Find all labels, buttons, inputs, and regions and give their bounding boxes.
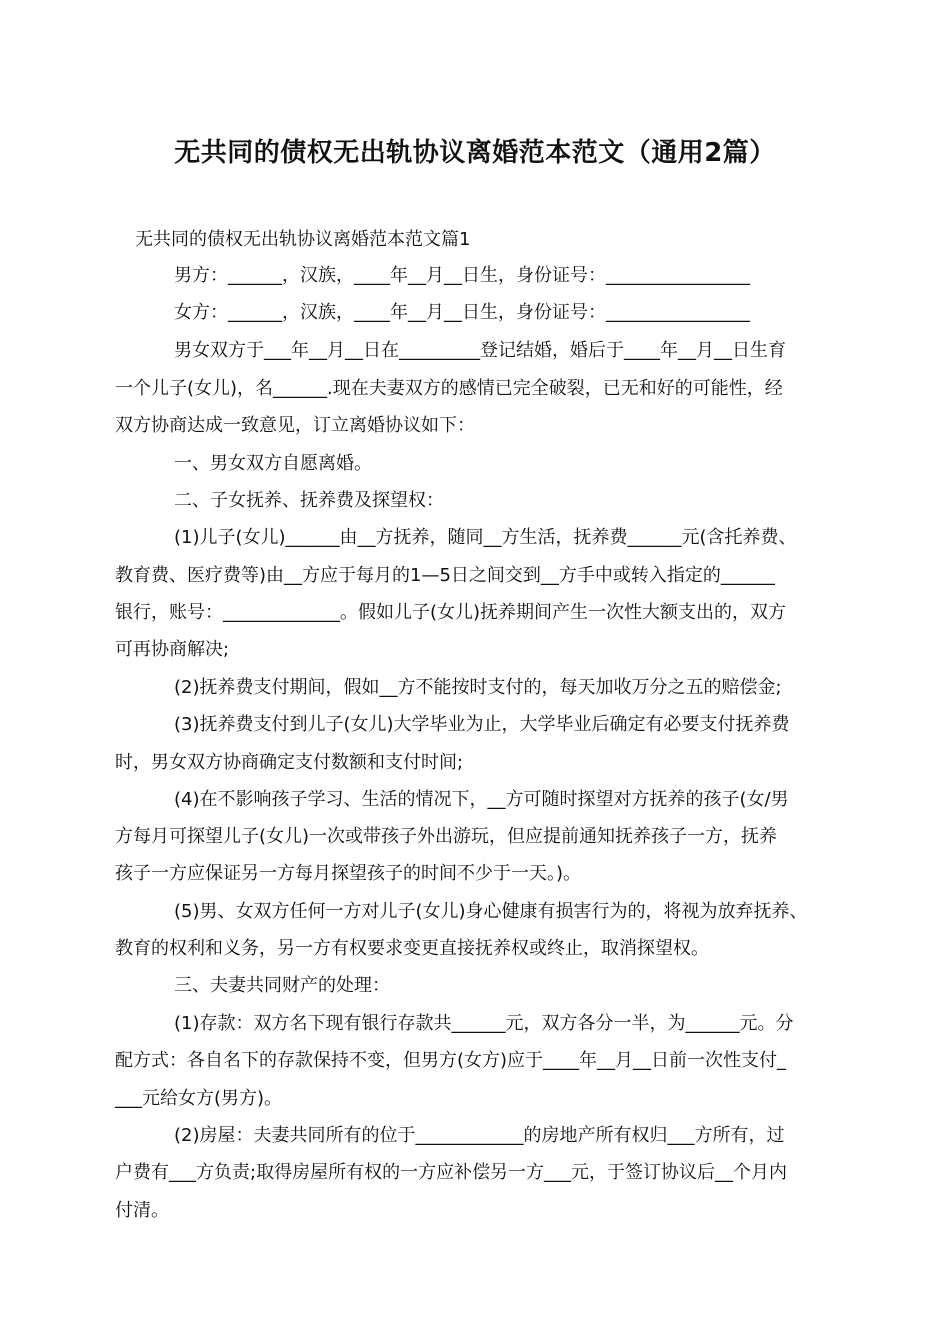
paragraph-line: (5)男、女双方任何一方对儿子(女儿)身心健康有损害行为的，将视为放弃抚养、 — [174, 901, 808, 922]
paragraph-line: 三、夫妻共同财产的处理： — [174, 975, 390, 996]
paragraph-line: 男女双方于___年__月__日在_________登记结婚，婚后于____年__月__日生育 — [174, 340, 786, 361]
paragraph-line: 配方式：各自名下的存款保持不变，但男方(女方)应于____年__月__日前一次性支付_ — [115, 1050, 787, 1071]
paragraph-line: (2)房屋：夫妻共同所有的位于____________的房地产所有权归___方所有，过 — [174, 1125, 785, 1146]
paragraph-line: (1)存款：双方名下现有银行存款共______元，双方各分一半，为______元。分 — [174, 1013, 794, 1034]
paragraph-line: ___元给女方(男方)。 — [115, 1088, 283, 1109]
paragraph-line: 一、男女双方自愿离婚。 — [174, 453, 372, 474]
paragraph-line: 时，男女双方协商确定支付数额和支付时间; — [115, 752, 464, 773]
paragraph-line: 双方协商达成一致意见，订立离婚协议如下： — [115, 415, 475, 436]
paragraph-line: (3)抚养费支付到儿子(女儿)大学毕业为止，大学毕业后确定有必要支付抚养费 — [174, 714, 790, 735]
paragraph-line: (4)在不影响孩子学习、生活的情况下，__方可随时探望对方抚养的孩子(女/男 — [174, 789, 789, 810]
paragraph-line: 可再协商解决; — [115, 639, 230, 660]
paragraph-line: 教育费、医疗费等)由__方应于每月的1—5日之间交到__方手中或转入指定的______ — [115, 565, 775, 586]
paragraph-line: 方每月可探望儿子(女儿)一次或带孩子外出游玩，但应提前通知抚养孩子一方，抚养 — [115, 826, 778, 847]
document-title: 无共同的债权无出轨协议离婚范本范文（通用2篇） — [174, 138, 776, 168]
paragraph-line: 户费有___方负责;取得房屋所有权的一方应补偿另一方___元，于签订协议后__个月内 — [115, 1162, 788, 1183]
paragraph-line: (1)儿子(女儿)______由__方抚养，随同__方生活，抚养费______元(含托养费、 — [174, 527, 797, 548]
paragraph-line: (2)抚养费支付期间，假如__方不能按时支付的，每天加收万分之五的赔偿金; — [174, 677, 782, 698]
paragraph-line: 付清。 — [115, 1200, 169, 1221]
paragraph-line: 银行，账号：_____________。假如儿子(女儿)抚养期间产生一次性大额支出的，双方 — [115, 602, 787, 623]
paragraph-line: 一个儿子(女儿)，名______.现在夫妻双方的感情已完全破裂，已无和好的可能性，经 — [115, 378, 783, 399]
paragraph-line: 孩子一方应保证另一方每月探望孩子的时间不少于一天。)。 — [115, 863, 582, 884]
paragraph-line: 二、子女抚养、抚养费及探望权： — [174, 490, 444, 511]
paragraph-line: 女方：______，汉族，____年__月__日生，身份证号：________________ — [174, 302, 750, 323]
section-heading: 无共同的债权无出轨协议离婚范本范文篇1 — [135, 229, 471, 250]
paragraph-line: 教育的权利和义务，另一方有权要求变更直接抚养权或终止，取消探望权。 — [115, 938, 709, 959]
paragraph-line: 男方：______，汉族，____年__月__日生，身份证号：________________ — [174, 265, 750, 286]
